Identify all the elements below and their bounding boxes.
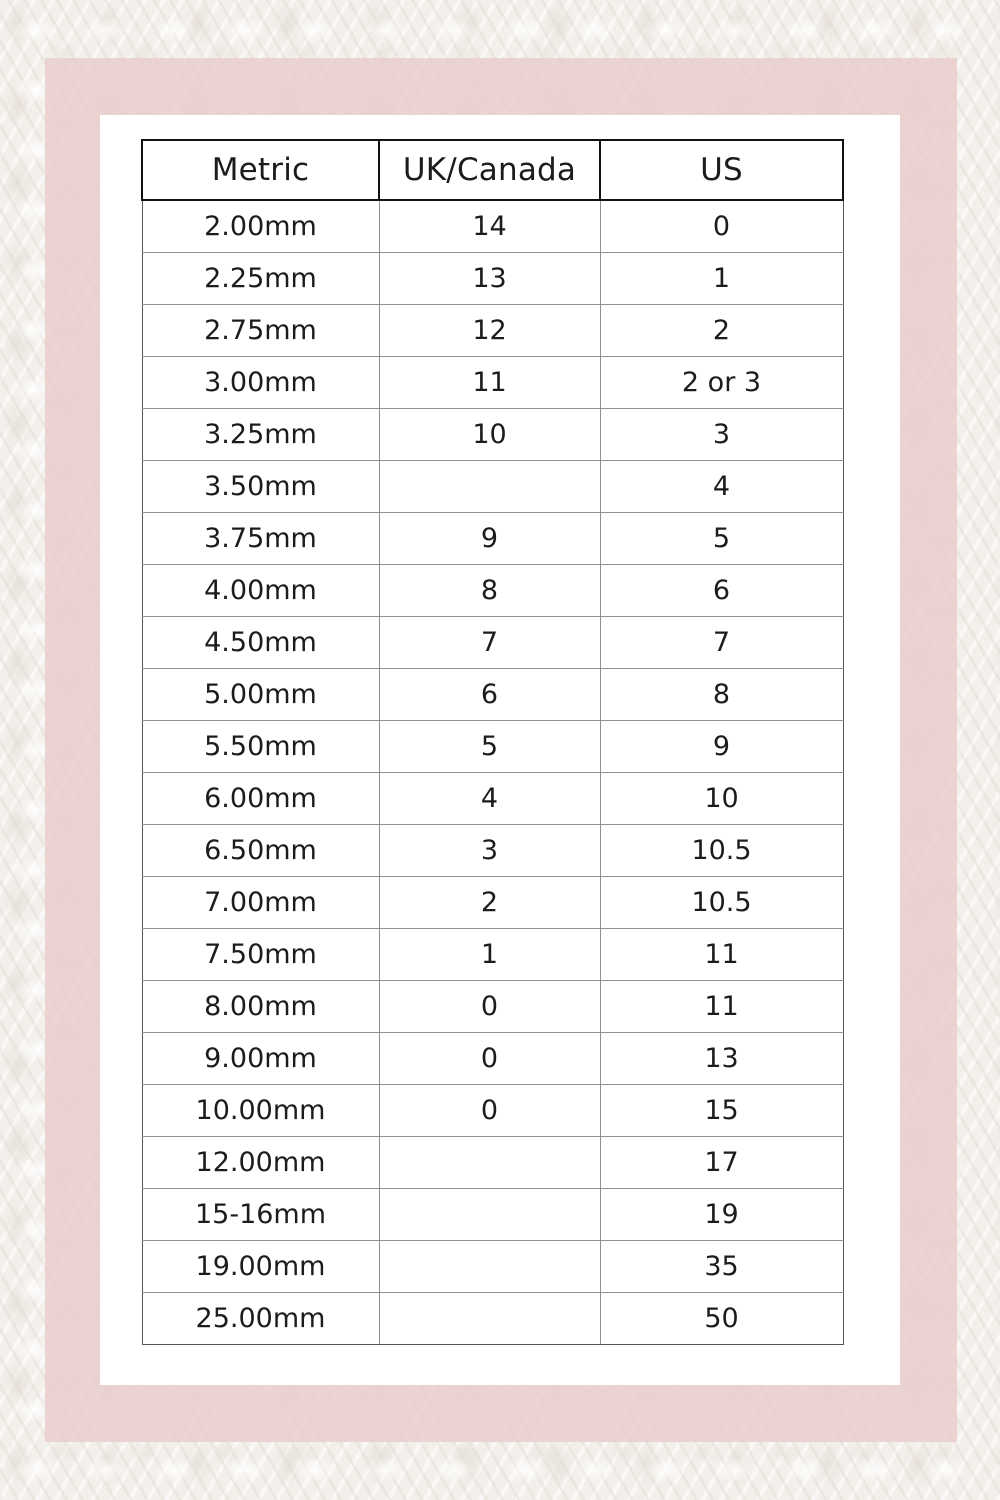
cell-uk-canada <box>379 461 600 513</box>
table-row <box>142 253 843 305</box>
cell-metric: 9.00mm <box>142 1033 379 1085</box>
table-row <box>142 461 843 513</box>
cell-metric: 3.75mm <box>142 513 379 565</box>
table-header-row <box>142 140 843 200</box>
cell-uk-canada: 0 <box>379 981 600 1033</box>
cell-uk-canada: 7 <box>379 617 600 669</box>
header-us: US <box>600 140 843 200</box>
cell-uk-canada <box>379 1293 600 1345</box>
cell-uk-canada: 3 <box>379 825 600 877</box>
cell-uk-canada: 0 <box>379 1033 600 1085</box>
cell-us: 10.5 <box>600 825 843 877</box>
cell-metric: 4.00mm <box>142 565 379 617</box>
cell-us: 10 <box>600 773 843 825</box>
cell-us: 13 <box>600 1033 843 1085</box>
cell-uk-canada: 4 <box>379 773 600 825</box>
cell-uk-canada: 0 <box>379 1085 600 1137</box>
table-row <box>142 617 843 669</box>
cell-metric: 15-16mm <box>142 1189 379 1241</box>
cell-metric: 19.00mm <box>142 1241 379 1293</box>
table-row <box>142 721 843 773</box>
cell-uk-canada: 9 <box>379 513 600 565</box>
cell-us: 17 <box>600 1137 843 1189</box>
header-metric: Metric <box>142 140 379 200</box>
cell-metric: 5.00mm <box>142 669 379 721</box>
cell-us: 50 <box>600 1293 843 1345</box>
cell-uk-canada <box>379 1137 600 1189</box>
cell-us: 3 <box>600 409 843 461</box>
table-row <box>142 409 843 461</box>
cell-metric: 10.00mm <box>142 1085 379 1137</box>
table-row <box>142 1085 843 1137</box>
cell-us: 9 <box>600 721 843 773</box>
cell-us: 5 <box>600 513 843 565</box>
cell-metric: 5.50mm <box>142 721 379 773</box>
cell-us: 11 <box>600 929 843 981</box>
table-row <box>142 1189 843 1241</box>
cell-us: 19 <box>600 1189 843 1241</box>
table-row <box>142 200 843 253</box>
cell-metric: 8.00mm <box>142 981 379 1033</box>
cell-uk-canada <box>379 1241 600 1293</box>
cell-metric: 3.00mm <box>142 357 379 409</box>
cell-metric: 4.50mm <box>142 617 379 669</box>
cell-uk-canada: 13 <box>379 253 600 305</box>
cell-uk-canada: 1 <box>379 929 600 981</box>
table-row <box>142 305 843 357</box>
cell-us: 1 <box>600 253 843 305</box>
cell-metric: 2.00mm <box>142 200 379 253</box>
cell-uk-canada: 5 <box>379 721 600 773</box>
table-row <box>142 1241 843 1293</box>
cell-metric: 3.50mm <box>142 461 379 513</box>
cell-us: 10.5 <box>600 877 843 929</box>
table-body <box>142 200 843 1345</box>
cell-metric: 25.00mm <box>142 1293 379 1345</box>
cell-metric: 7.50mm <box>142 929 379 981</box>
cell-us: 15 <box>600 1085 843 1137</box>
cell-uk-canada: 6 <box>379 669 600 721</box>
table-row <box>142 773 843 825</box>
cell-uk-canada <box>379 1189 600 1241</box>
cell-metric: 2.75mm <box>142 305 379 357</box>
table-row <box>142 1293 843 1345</box>
cell-us: 2 <box>600 305 843 357</box>
cell-us: 0 <box>600 200 843 253</box>
cell-metric: 12.00mm <box>142 1137 379 1189</box>
table-row <box>142 1033 843 1085</box>
needle-size-table <box>141 139 844 1345</box>
cell-us: 35 <box>600 1241 843 1293</box>
cell-us: 4 <box>600 461 843 513</box>
cell-us: 2 or 3 <box>600 357 843 409</box>
cell-uk-canada: 14 <box>379 200 600 253</box>
cell-metric: 6.50mm <box>142 825 379 877</box>
cell-uk-canada: 8 <box>379 565 600 617</box>
cell-metric: 2.25mm <box>142 253 379 305</box>
cell-metric: 7.00mm <box>142 877 379 929</box>
table-row <box>142 825 843 877</box>
cell-us: 6 <box>600 565 843 617</box>
table-row <box>142 877 843 929</box>
cell-uk-canada: 2 <box>379 877 600 929</box>
cell-metric: 3.25mm <box>142 409 379 461</box>
table-row <box>142 513 843 565</box>
header-uk-canada: UK/Canada <box>379 140 600 200</box>
table-row <box>142 357 843 409</box>
cell-us: 7 <box>600 617 843 669</box>
cell-metric: 6.00mm <box>142 773 379 825</box>
cell-us: 8 <box>600 669 843 721</box>
cell-uk-canada: 12 <box>379 305 600 357</box>
cell-uk-canada: 11 <box>379 357 600 409</box>
table-row <box>142 981 843 1033</box>
cell-us: 11 <box>600 981 843 1033</box>
cell-uk-canada: 10 <box>379 409 600 461</box>
table-row <box>142 929 843 981</box>
table-row <box>142 565 843 617</box>
table-row <box>142 669 843 721</box>
table-row <box>142 1137 843 1189</box>
